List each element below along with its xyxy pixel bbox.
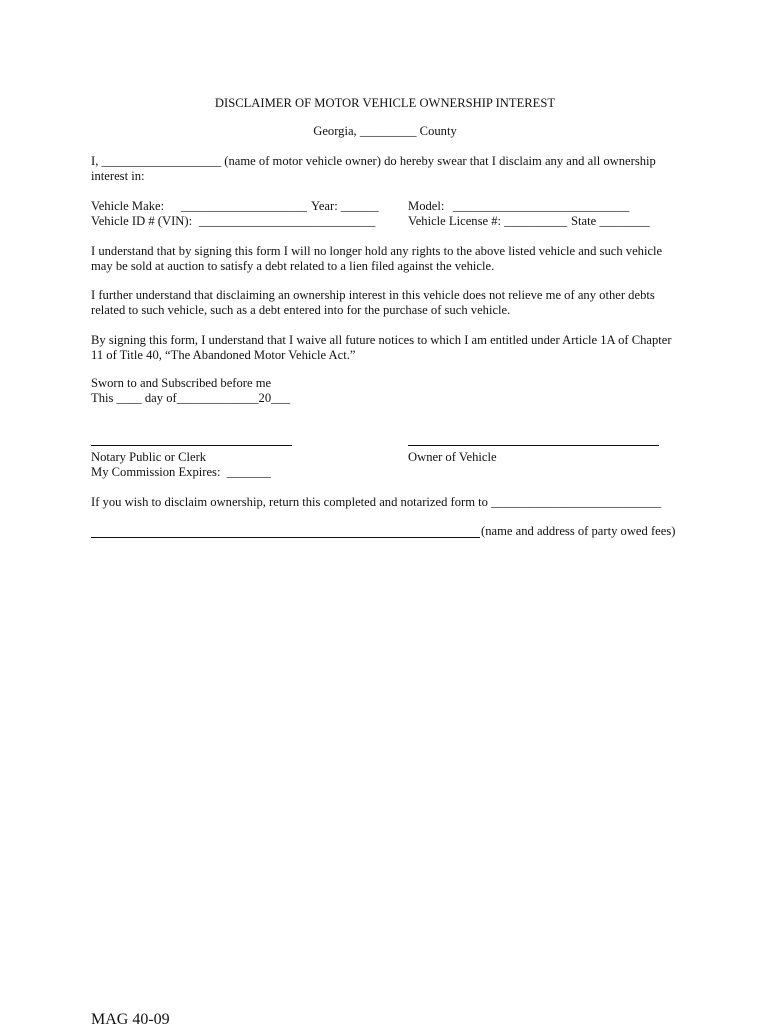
- form-title: DISCLAIMER OF MOTOR VEHICLE OWNERSHIP INTEREST: [214, 96, 556, 110]
- owner-statement-line-1: I, ___________________ (name of motor vehicle owner) do hereby swear that I disclaim any and all ownership: [91, 154, 656, 168]
- notary-label: Notary Public or Clerk: [91, 450, 207, 464]
- paragraph-1-line-2: may be sold at auction to satisfy a debt related to a lien filed against the vehicle.: [91, 259, 495, 273]
- state-label: State ________: [571, 214, 650, 228]
- paragraph-1-line-1: I understand that by signing this form I will no longer hold any rights to the above listed vehicle and such vehicle: [91, 244, 663, 258]
- return-instructions: If you wish to disclaim ownership, return this completed and notarized form to ___________________________: [91, 495, 662, 509]
- form-number: MAG 40-09: [91, 1011, 170, 1028]
- model-blank: ____________________________: [453, 199, 630, 213]
- model-label: Model:: [408, 199, 445, 213]
- sworn-line: Sworn to and Subscribed before me: [91, 376, 272, 390]
- paragraph-2-line-1: I further understand that disclaiming an ownership interest in this vehicle does not relieve me of any other debts: [91, 288, 655, 302]
- name-address-line: [91, 537, 480, 538]
- owner-statement-line-2: interest in:: [91, 169, 145, 183]
- vin-label: Vehicle ID # (VIN):: [91, 214, 193, 228]
- year-label: Year: ______: [311, 199, 379, 213]
- commission-expires-label: My Commission Expires: _______: [91, 465, 271, 479]
- license-label: Vehicle License #: __________: [408, 214, 568, 228]
- paragraph-2-line-2: related to such vehicle, such as a debt entered into for the purchase of such vehicle.: [91, 303, 511, 317]
- notary-signature-line: [91, 445, 292, 446]
- name-address-label: (name and address of party owed fees): [481, 524, 676, 538]
- vehicle-make-blank: ____________________: [181, 199, 307, 213]
- paragraph-3-line-2: 11 of Title 40, “The Abandoned Motor Vehicle Act.”: [91, 348, 356, 362]
- vehicle-make-label: Vehicle Make:: [91, 199, 165, 213]
- county-line: Georgia, _________ County: [313, 124, 457, 138]
- vin-blank: ____________________________: [199, 214, 376, 228]
- owner-signature-line: [408, 445, 659, 446]
- this-day-line: This ____ day of_____________20___: [91, 391, 291, 405]
- owner-signature-label: Owner of Vehicle: [408, 450, 497, 464]
- paragraph-3-line-1: By signing this form, I understand that I waive all future notices to which I am entitled under Article 1A of Chapter: [91, 333, 672, 347]
